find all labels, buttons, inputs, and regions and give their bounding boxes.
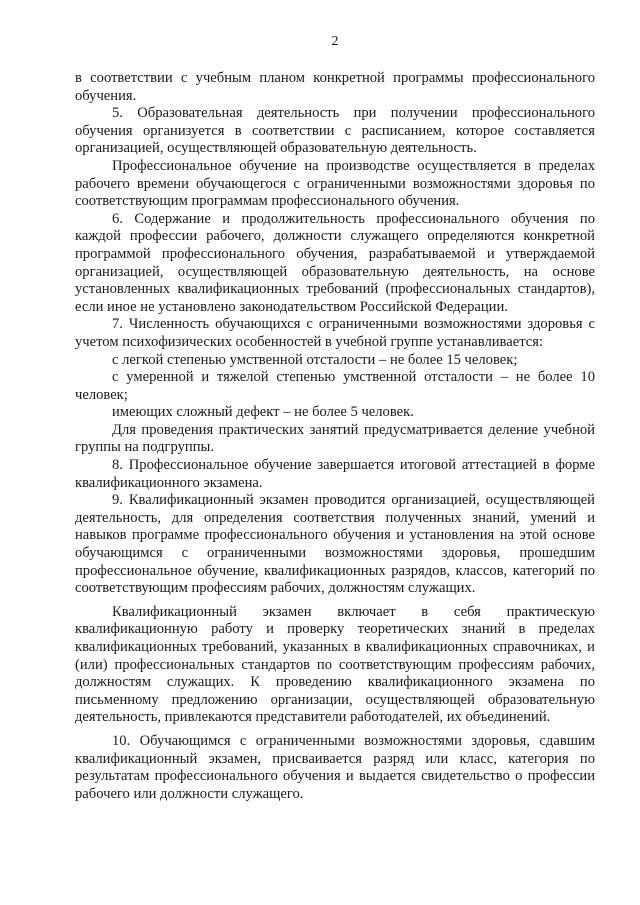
list-item-complex-defect: имеющих сложный дефект – не более 5 человек. (112, 404, 414, 421)
list-item-mild: с легкой степенью умственной отсталости – не более 15 человек; (112, 351, 518, 368)
paragraph-item-5: 5. Образовательная деятельность при получении профессионального обучения организуется в соответствии с расписанием, которое составляется организацией, осуществляющей образовательную деятельность. (75, 105, 595, 157)
list-item-moderate-severe: с умеренной и тяжелой степенью умственной отсталости – не более 10 человек; (75, 369, 595, 403)
paragraph-item-10: 10. Обучающимся с ограниченными возможностями здоровья, сдавшим квалификационный экзамен, присваивается разряд или класс, категория по результатам профессионального обучения и выдается свидетельство о профессии рабочего или должности служащего. (75, 732, 595, 802)
paragraph-item-6: 6. Содержание и продолжительность профессионального обучения по каждой профессии рабочего, должности служащего определяются конкретной программой профессионального обучения, разрабатываемой и утверждаемой организацией, осуществляющей образовательную деятельность, на основе установленных квалификационных требований (профессиональных стандартов), если иное не установлено законодательством Российской Федерации. (75, 210, 595, 315)
paragraph-continuation: в соответствии с учебным планом конкретной программы профессионального обучения. (75, 70, 595, 104)
paragraph-exam-contents: Квалификационный экзамен включает в себя практическую квалификационную работу и проверку теоретических знаний в пределах квалификационных требований, указанных в квалификационных справочниках, и (или) профессиональных стандартов по соответствующим профессиям рабочих, должностям служащих. К проведению квалификационного экзамена по письменному предложению организации, осуществляющей образовательную деятельность, привлекаются представители работодателей, их объединений. (75, 603, 595, 726)
paragraph-item-8: 8. Профессиональное обучение завершается итоговой аттестацией в форме квалификационного экзамена. (75, 457, 595, 491)
page-number: 2 (331, 34, 339, 49)
paragraph-subgroups: Для проведения практических занятий предусматривается деление учебной группы на подгруппы. (75, 421, 595, 456)
paragraph-workplace-training: Профессиональное обучение на производстве осуществляется в пределах рабочего времени обучающегося с ограниченными возможностями здоровья по соответствующим программам профессионального обучения. (75, 157, 595, 210)
paragraph-item-7: 7. Численность обучающихся с ограниченными возможностями здоровья с учетом психофизических особенностей в учебной группе устанавливается: (75, 316, 595, 350)
paragraph-item-9: 9. Квалификационный экзамен проводится организацией, осуществляющей деятельность, для определения соответствия полученных знаний, умений и навыков программе профессионального обучения и установления на этой основе обучающимся с ограниченными возможностями здоровья, прошедшим профессиональное обучение, квалификационных разрядов, классов, категорий по соответствующим профессиям рабочих, должностям служащих. (75, 492, 595, 597)
